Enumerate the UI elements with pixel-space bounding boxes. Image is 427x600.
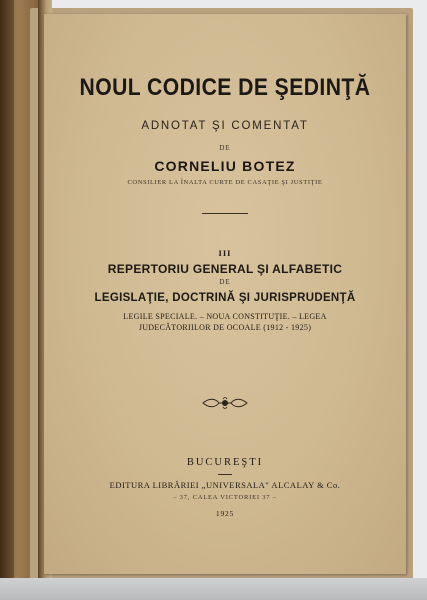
by-label: DE [219,144,231,152]
divider-rule [202,213,248,214]
description-line-2: JUDECĂTORIILOR DE OCOALE (1912 - 1925) [138,323,312,332]
volume-number: III [218,248,232,258]
table-surface [0,578,427,600]
fleuron-ornament-icon [201,396,249,410]
short-divider [218,474,232,475]
author-role: CONSILIER LA ÎNALTA CURTE DE CASAŢIE ŞI JUSTIŢIE [127,179,323,186]
repertory-heading: REPERTORIU GENERAL ŞI ALFABETIC [107,262,343,276]
legislation-heading: LEGISLAŢIE, DOCTRINĂ ŞI JURISPRUDENŢĂ [94,292,356,304]
publisher-name: EDITURA LIBRĂRIEI „UNIVERSALA" ALCALAY & Co. [109,480,341,490]
publication-city: BUCUREŞTI [186,457,264,468]
book-title: NOUL CODICE DE ŞEDINŢĂ [79,74,371,101]
binding-edge [0,0,14,600]
book-subtitle: ADNOTAT ŞI COMENTAT [141,120,309,132]
by-label-2: DE [219,278,231,286]
publication-year: 1925 [215,509,235,518]
publisher-address: – 37, CALEA VICTORIEI 37 – [173,494,277,501]
title-page [44,14,406,574]
author-name: CORNELIU BOTEZ [154,158,296,174]
description-line-1: LEGILE SPECIALE. – NOUA CONSTITUŢIE. – LEGEA [123,312,327,321]
